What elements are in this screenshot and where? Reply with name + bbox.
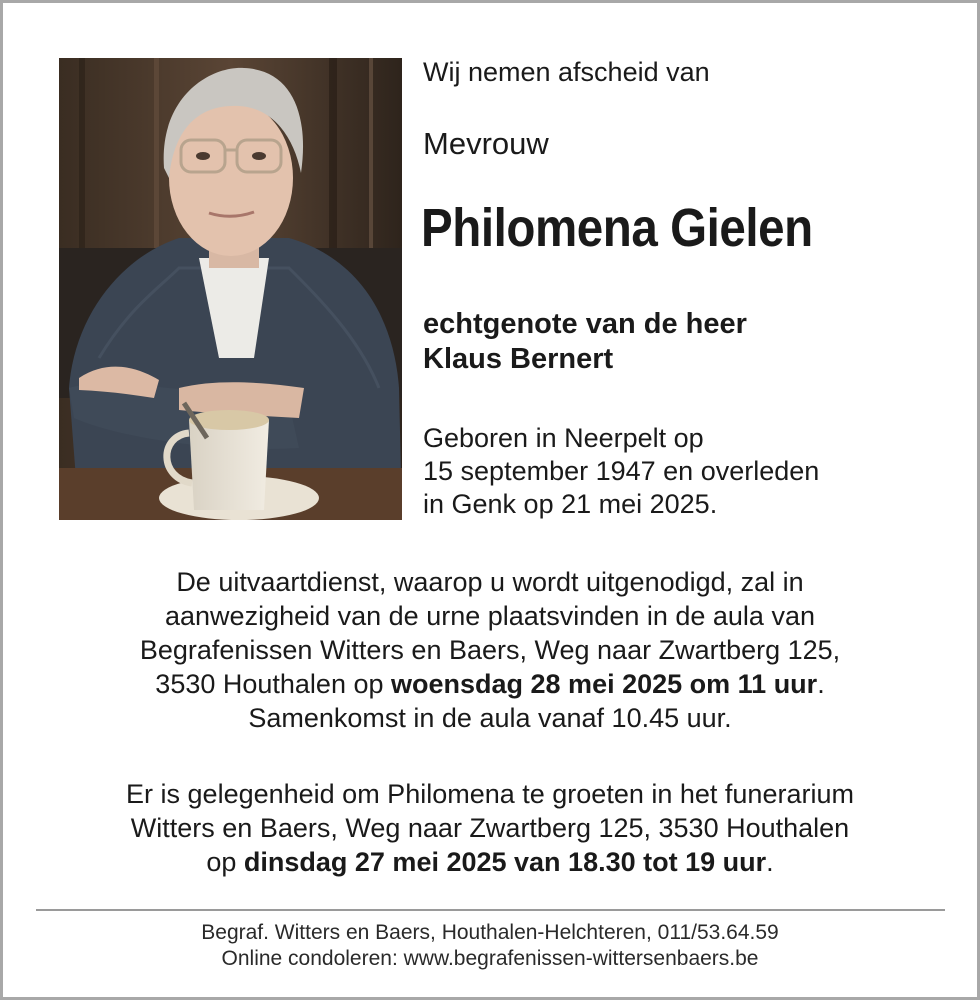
online-condolence-link[interactable]: Online condoleren: www.begrafenissen-wittersenbaers.be [221,947,759,970]
service-line: aanwezigheid van de urne plaatsvinden in de aula van [165,601,815,631]
service-line [40,667,940,701]
service-date-time: woensdag 28 mei 2025 om 11 uur [391,669,818,699]
service-line: Samenkomst in de aula vanaf 10.45 uur. [248,703,732,733]
spouse-line: Klaus Bernert [423,343,614,375]
spouse-text [423,307,747,377]
spouse-line: echtgenote van de heer [423,308,747,340]
visitation-date-time: dinsdag 27 mei 2025 van 18.30 tot 19 uur [243,847,767,877]
visitation-prefix: op [206,847,244,877]
funeral-home-contact: Begraf. Witters en Baers, Houthalen-Helchteren, 011/53.64.59 [201,921,779,944]
service-line: Begrafenissen Witters en Baers, Weg naar Zwartberg 125, [139,635,841,665]
visitation-paragraph [40,777,940,879]
service-line: De uitvaartdienst, waarop u wordt uitgenodigd, zal in [176,567,804,597]
footer-divider [36,909,945,911]
funeral-service-paragraph [40,565,940,735]
visitation-line: Witters en Baers, Weg naar Zwartberg 125, 3530 Houthalen [130,813,850,843]
birth-line: 15 september 1947 en overleden [423,456,820,486]
intro-text: Wij nemen afscheid van [423,57,710,87]
birth-line: in Genk op 21 mei 2025. [423,489,718,519]
birth-death-text [423,422,819,521]
deceased-name: Philomena Gielen [421,198,813,258]
service-period: . [817,669,825,699]
visitation-period: . [766,847,774,877]
service-address-text: 3530 Houthalen op [155,669,391,699]
portrait-photo [59,58,402,520]
honorific-title: Mevrouw [423,126,549,161]
birth-line: Geboren in Neerpelt op [423,423,704,453]
visitation-line [40,845,940,879]
visitation-line: Er is gelegenheid om Philomena te groeten in het funerarium [126,779,854,809]
footer [40,920,940,972]
